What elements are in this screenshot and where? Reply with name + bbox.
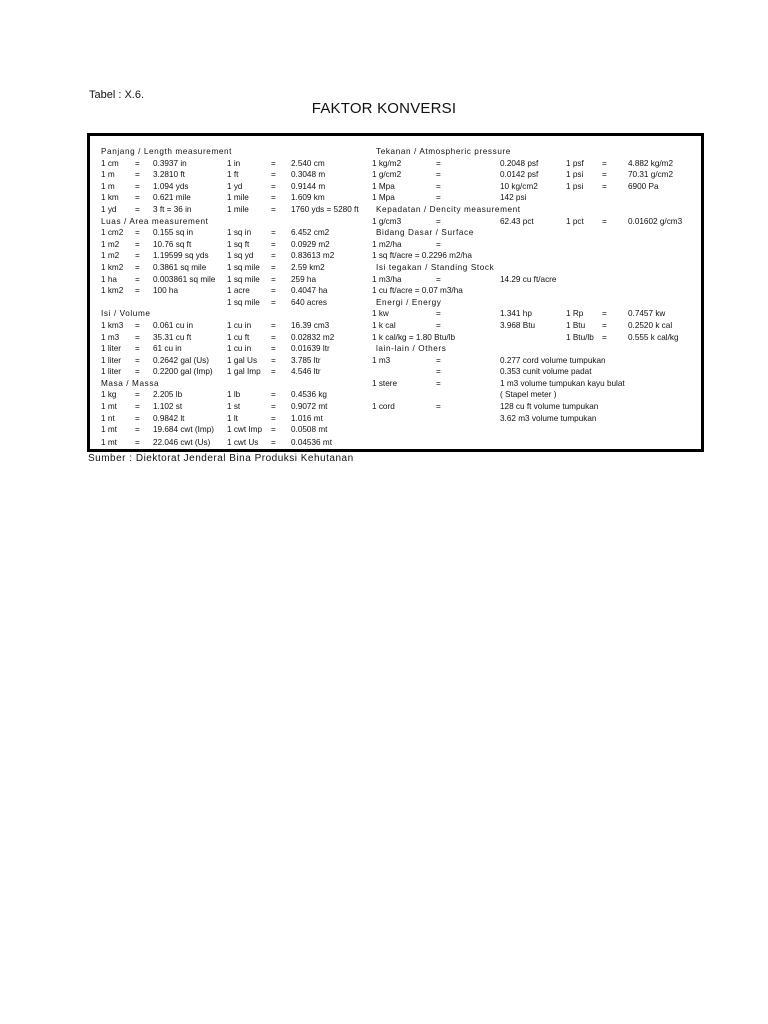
cell-unit-a: 1 m2 — [101, 251, 120, 261]
cell-equals-a: = — [436, 355, 441, 365]
cell-value-a: 10 kg/cm2 — [500, 181, 538, 191]
cell-value-b: 0.02832 m2 — [291, 332, 335, 342]
cell-value-b: 0.01602 g/cm3 — [628, 216, 683, 226]
cell-equals-b: = — [602, 181, 607, 191]
cell-value-a: 61 cu in — [153, 344, 182, 354]
cell-equals-a: = — [135, 355, 140, 365]
cell-equals-a: = — [135, 170, 140, 180]
cell-unit-b: 1 sq yd — [227, 251, 254, 261]
cell-equals-a: = — [135, 262, 140, 272]
cell-unit-b: 1 acre — [227, 286, 250, 296]
cell-unit-b: 1 sq mile — [227, 274, 260, 284]
cell-equals-a: = — [135, 204, 140, 214]
cell-equals-b: = — [271, 355, 276, 365]
cell-equals-b: = — [271, 413, 276, 423]
cell-equals-b: = — [271, 262, 276, 272]
cell-unit-a: 1 Mpa — [372, 181, 395, 191]
section-heading — [372, 204, 700, 216]
cell-unit-b: 1 cwt Us — [227, 437, 259, 447]
conversion-row — [97, 355, 397, 367]
cell-unit-a: 1 g/cm3 — [372, 216, 402, 226]
cell-unit-b: 1 lt — [227, 413, 238, 423]
cell-equals-b: = — [271, 204, 276, 214]
conversion-row — [97, 181, 397, 193]
cell-equals-a: = — [135, 367, 140, 377]
cell-unit-b: 1 psi — [566, 170, 584, 180]
cell-equals-a: = — [135, 286, 140, 296]
section-heading — [372, 297, 700, 309]
cell-value-b: 6.452 cm2 — [291, 228, 330, 238]
cell-equals-a: = — [135, 239, 140, 249]
cell-unit-b: 1 yd — [227, 181, 243, 191]
cell-unit-a: 1 liter — [101, 344, 122, 354]
cell-value-b: 0.0508 mt — [291, 425, 328, 435]
cell-value-a: 3.62 m3 volume tumpukan — [500, 413, 597, 423]
cell-equals-b: = — [271, 228, 276, 238]
cell-value-b: 4.882 kg/m2 — [628, 158, 674, 168]
cell-value-b: 2.59 km2 — [291, 262, 325, 272]
cell-equals-a: = — [135, 390, 140, 400]
conversion-row — [372, 378, 700, 390]
cell-equals-b: = — [271, 402, 276, 412]
cell-equals-a: = — [135, 158, 140, 168]
cell-unit-b: 1 sq ft — [227, 239, 250, 249]
left-column — [97, 146, 397, 449]
conversion-row — [97, 239, 397, 251]
section-heading-text: Energi / Energy — [376, 297, 442, 307]
cell-unit-a: 1 cm2 — [101, 228, 124, 238]
cell-value-b: 0.01639 ltr — [291, 344, 330, 354]
conversion-row — [372, 366, 700, 378]
cell-unit-b: 1 pct — [566, 216, 584, 226]
cell-value-b: 6900 Pa — [628, 181, 659, 191]
cell-unit-a: 1 g/cm2 — [372, 170, 402, 180]
cell-value-a: 0.3937 in — [153, 158, 187, 168]
cell-equals-a: = — [135, 274, 140, 284]
conversion-row — [372, 250, 700, 262]
section-heading-text: Isi tegakan / Standing Stock — [376, 262, 495, 272]
cell-value-a: 142 psi — [500, 193, 527, 203]
cell-equals-b: = — [602, 320, 607, 330]
cell-value-b: 259 ha — [291, 274, 317, 284]
section-heading-text: Luas / Area measurement — [101, 216, 209, 226]
cell-equals-b: = — [271, 390, 276, 400]
cell-unit-a: 1 m3/ha — [372, 274, 402, 284]
cell-value-b: 70.31 g/cm2 — [628, 170, 674, 180]
cell-unit-b: 1 Btu — [566, 320, 586, 330]
cell-unit-b: 1 gal Us — [227, 355, 258, 365]
cell-value-a: 1.19599 sq yds — [153, 251, 209, 261]
cell-unit-a: 1 k cal — [372, 320, 396, 330]
cell-unit-b: 1 gal Imp — [227, 367, 261, 377]
cell-value-a: 2.205 lb — [153, 390, 183, 400]
cell-value-b: 1.016 mt — [291, 413, 323, 423]
cell-value-a: 3.2810 ft — [153, 170, 185, 180]
cell-equals-a: = — [436, 193, 441, 203]
section-heading-text: Isi / Volume — [101, 309, 151, 319]
conversion-expression: 1 k cal/kg = 1.80 Btu/lb — [372, 332, 456, 342]
cell-equals-a: = — [135, 251, 140, 261]
conversion-row — [97, 343, 397, 355]
cell-equals-b: = — [271, 158, 276, 168]
cell-unit-b: 1 psi — [566, 181, 584, 191]
cell-equals-b: = — [271, 320, 276, 330]
cell-value-b: 640 acres — [291, 297, 327, 307]
cell-unit-b: 1 sq mile — [227, 262, 260, 272]
cell-value-b: 0.555 k cal/kg — [628, 332, 679, 342]
cell-equals-b: = — [602, 158, 607, 168]
cell-equals-b: = — [602, 216, 607, 226]
source-note: Sumber : Diektorat Jenderal Bina Produksi Kehutanan — [88, 453, 354, 464]
conversion-row — [372, 355, 700, 367]
cell-value-b: 3.785 ltr — [291, 355, 321, 365]
conversion-row — [372, 169, 700, 181]
cell-equals-a: = — [135, 193, 140, 203]
cell-value-b: 1.609 km — [291, 193, 325, 203]
cell-unit-b: 1 psf — [566, 158, 584, 168]
cell-equals-a: = — [135, 437, 140, 447]
cell-value-a: 0.621 mile — [153, 193, 191, 203]
cell-value-a: 0.353 cunit volume padat — [500, 367, 592, 377]
cell-equals-a: = — [436, 158, 441, 168]
cell-unit-a: 1 nt — [101, 413, 115, 423]
conversion-table-frame — [87, 133, 704, 452]
cell-unit-a: 1 m — [101, 170, 115, 180]
cell-value-a: 0.277 cord volume tumpukan — [500, 355, 606, 365]
section-heading — [372, 146, 700, 158]
cell-unit-a: 1 mt — [101, 425, 117, 435]
cell-equals-a: = — [436, 274, 441, 284]
section-heading — [97, 308, 397, 320]
conversion-row — [372, 285, 700, 297]
cell-unit-a: 1 kw — [372, 309, 389, 319]
cell-value-a: 0.0142 psf — [500, 170, 539, 180]
section-heading-text: Masa / Massa — [101, 378, 160, 388]
cell-unit-a: 1 m2/ha — [372, 239, 402, 249]
cell-equals-b: = — [271, 367, 276, 377]
cell-unit-a: 1 cm — [101, 158, 119, 168]
cell-value-a: 14.29 cu ft/acre — [500, 274, 557, 284]
conversion-row — [97, 389, 397, 401]
cell-value-a: 1.102 st — [153, 402, 183, 412]
section-heading — [97, 146, 397, 158]
cell-value-a: 0.2642 gal (Us) — [153, 355, 209, 365]
conversion-row — [97, 320, 397, 332]
conversion-row — [97, 169, 397, 181]
section-heading-text: lain-lain / Others — [376, 344, 447, 354]
cell-unit-b: 1 Btu/lb — [566, 332, 594, 342]
cell-value-a: 0.9842 lt — [153, 413, 185, 423]
cell-equals-a: = — [135, 344, 140, 354]
conversion-row — [97, 204, 397, 216]
cell-value-a: 22.046 cwt (Us) — [153, 437, 211, 447]
conversion-row — [372, 239, 700, 251]
conversion-row — [372, 192, 700, 204]
cell-equals-a: = — [135, 181, 140, 191]
cell-equals-b: = — [271, 251, 276, 261]
cell-value-a: 1 m3 volume tumpukan kayu bulat — [500, 378, 625, 388]
cell-unit-a: 1 stere — [372, 378, 398, 388]
cell-value-a: 10.76 sq ft — [153, 239, 192, 249]
cell-equals-a: = — [436, 216, 441, 226]
section-heading-text: Tekanan / Atmospheric pressure — [376, 147, 511, 156]
cell-equals-b: = — [602, 332, 607, 342]
conversion-row — [372, 320, 700, 332]
cell-unit-a: 1 kg — [101, 390, 117, 400]
conversion-row — [372, 413, 700, 425]
cell-value-a: 0.3861 sq mile — [153, 262, 207, 272]
cell-equals-b: = — [271, 344, 276, 354]
cell-equals-a: = — [436, 402, 441, 412]
cell-value-b: 2.540 cm — [291, 158, 325, 168]
cell-value-b: 0.04536 mt — [291, 437, 332, 447]
cell-equals-b: = — [271, 425, 276, 435]
section-heading-text: Kepadatan / Dencity measurement — [376, 204, 521, 214]
cell-equals-a: = — [436, 239, 441, 249]
cell-value-a: ( Stapel meter ) — [500, 390, 557, 400]
conversion-row — [372, 216, 700, 228]
cell-unit-a: 1 liter — [101, 367, 122, 377]
cell-unit-b: 1 sq in — [227, 228, 252, 238]
conversion-row — [97, 274, 397, 286]
cell-unit-b: 1 in — [227, 158, 241, 168]
cell-value-a: 62.43 pct — [500, 216, 534, 226]
cell-unit-a: 1 yd — [101, 204, 117, 214]
conversion-row — [97, 424, 397, 436]
conversion-row — [97, 332, 397, 344]
section-heading — [372, 227, 700, 239]
page-title: FAKTOR KONVERSI — [311, 100, 457, 117]
cell-value-b: 16.39 cm3 — [291, 320, 330, 330]
tabel-label: Tabel : X.6. — [89, 89, 145, 101]
cell-unit-a: 1 cord — [372, 402, 395, 412]
cell-equals-a: = — [436, 181, 441, 191]
cell-equals-a: = — [135, 332, 140, 342]
cell-equals-a: = — [436, 309, 441, 319]
cell-equals-b: = — [271, 181, 276, 191]
cell-value-b: 0.4536 kg — [291, 390, 327, 400]
cell-unit-a: 1 kg/m2 — [372, 158, 402, 168]
cell-value-a: 100 ha — [153, 286, 179, 296]
conversion-row — [97, 297, 397, 309]
cell-equals-a: = — [436, 378, 441, 388]
cell-unit-b: 1 mile — [227, 193, 249, 203]
cell-unit-a: 1 km3 — [101, 320, 124, 330]
cell-unit-b: 1 Rp — [566, 309, 584, 319]
cell-equals-b: = — [271, 239, 276, 249]
cell-equals-a: = — [135, 402, 140, 412]
cell-value-a: 0.155 sq in — [153, 228, 194, 238]
cell-unit-b: 1 cu ft — [227, 332, 250, 342]
cell-equals-a: = — [135, 425, 140, 435]
cell-equals-b: = — [271, 297, 276, 307]
conversion-row — [97, 250, 397, 262]
conversion-row — [372, 158, 700, 170]
cell-unit-a: 1 m2 — [101, 239, 120, 249]
cell-equals-b: = — [271, 332, 276, 342]
cell-unit-a: 1 mt — [101, 437, 117, 447]
cell-unit-a: 1 ha — [101, 274, 117, 284]
conversion-row — [97, 262, 397, 274]
cell-value-b: 0.7457 kw — [628, 309, 666, 319]
cell-value-a: 19.684 cwt (Imp) — [153, 425, 214, 435]
cell-unit-b: 1 mile — [227, 204, 249, 214]
cell-value-b: 0.4047 ha — [291, 286, 328, 296]
cell-equals-b: = — [602, 170, 607, 180]
cell-value-b: 0.83613 m2 — [291, 251, 335, 261]
cell-equals-a: = — [135, 228, 140, 238]
cell-value-b: 0.9144 m — [291, 181, 326, 191]
cell-value-a: 3 ft = 36 in — [153, 204, 192, 214]
cell-equals-b: = — [271, 286, 276, 296]
cell-equals-b: = — [271, 193, 276, 203]
cell-value-a: 1.094 yds — [153, 181, 189, 191]
cell-equals-b: = — [271, 274, 276, 284]
cell-unit-a: 1 km2 — [101, 262, 124, 272]
cell-unit-b: 1 lb — [227, 390, 241, 400]
cell-equals-a: = — [436, 367, 441, 377]
cell-unit-a: 1 m3 — [101, 332, 120, 342]
conversion-expression: 1 sq ft/acre = 0.2296 m2/ha — [372, 251, 472, 261]
cell-value-b: 0.2520 k cal — [628, 320, 673, 330]
conversion-expression: 1 cu ft/acre = 0.07 m3/ha — [372, 286, 463, 296]
cell-unit-a: 1 Mpa — [372, 193, 395, 203]
cell-value-a: 128 cu ft volume tumpukan — [500, 402, 599, 412]
cell-unit-b: 1 st — [227, 402, 241, 412]
cell-equals-b: = — [602, 309, 607, 319]
section-heading — [372, 262, 700, 274]
cell-value-a: 0.2200 gal (Imp) — [153, 367, 213, 377]
cell-unit-a: 1 m — [101, 181, 115, 191]
conversion-row — [97, 192, 397, 204]
cell-unit-a: 1 liter — [101, 355, 122, 365]
cell-value-b: 1760 yds = 5280 ft — [291, 204, 359, 214]
cell-value-b: 4.546 ltr — [291, 367, 321, 377]
cell-equals-a: = — [135, 320, 140, 330]
section-heading — [97, 216, 397, 228]
cell-unit-b: 1 cu in — [227, 320, 252, 330]
cell-value-a: 35.31 cu ft — [153, 332, 192, 342]
cell-value-b: 0.0929 m2 — [291, 239, 330, 249]
cell-equals-b: = — [271, 437, 276, 447]
conversion-row — [372, 401, 700, 413]
conversion-row — [372, 181, 700, 193]
cell-value-b: 0.3048 m — [291, 170, 326, 180]
cell-value-a: 0.2048 psf — [500, 158, 539, 168]
conversion-row — [97, 158, 397, 170]
cell-equals-b: = — [271, 170, 276, 180]
cell-value-b: 0.9072 mt — [291, 402, 328, 412]
cell-value-a: 0.003861 sq mile — [153, 274, 216, 284]
cell-unit-a: 1 m3 — [372, 355, 391, 365]
right-column — [372, 146, 700, 424]
conversion-row — [97, 227, 397, 239]
cell-unit-b: 1 sq mile — [227, 297, 260, 307]
conversion-row — [372, 332, 700, 344]
conversion-row — [372, 274, 700, 286]
section-heading — [97, 378, 397, 390]
cell-value-a: 3.968 Btu — [500, 320, 536, 330]
conversion-row — [372, 308, 700, 320]
cell-value-a: 0.061 cu in — [153, 320, 194, 330]
conversion-row — [372, 389, 700, 401]
cell-unit-a: 1 mt — [101, 402, 117, 412]
conversion-row — [97, 413, 397, 425]
cell-unit-a: 1 km — [101, 193, 119, 203]
section-heading — [372, 343, 700, 355]
conversion-row — [97, 437, 397, 449]
cell-unit-b: 1 ft — [227, 170, 239, 180]
cell-equals-a: = — [135, 413, 140, 423]
conversion-row — [97, 285, 397, 297]
conversion-row — [97, 366, 397, 378]
cell-value-a: 1.341 hp — [500, 309, 532, 319]
section-heading-text: Panjang / Length measurement — [101, 147, 233, 156]
conversion-row — [97, 401, 397, 413]
section-heading-text: Bidang Dasar / Surface — [376, 228, 474, 238]
cell-equals-a: = — [436, 170, 441, 180]
cell-equals-a: = — [436, 320, 441, 330]
cell-unit-a: 1 km2 — [101, 286, 124, 296]
cell-unit-b: 1 cwt Imp — [227, 425, 263, 435]
cell-unit-b: 1 cu in — [227, 344, 252, 354]
